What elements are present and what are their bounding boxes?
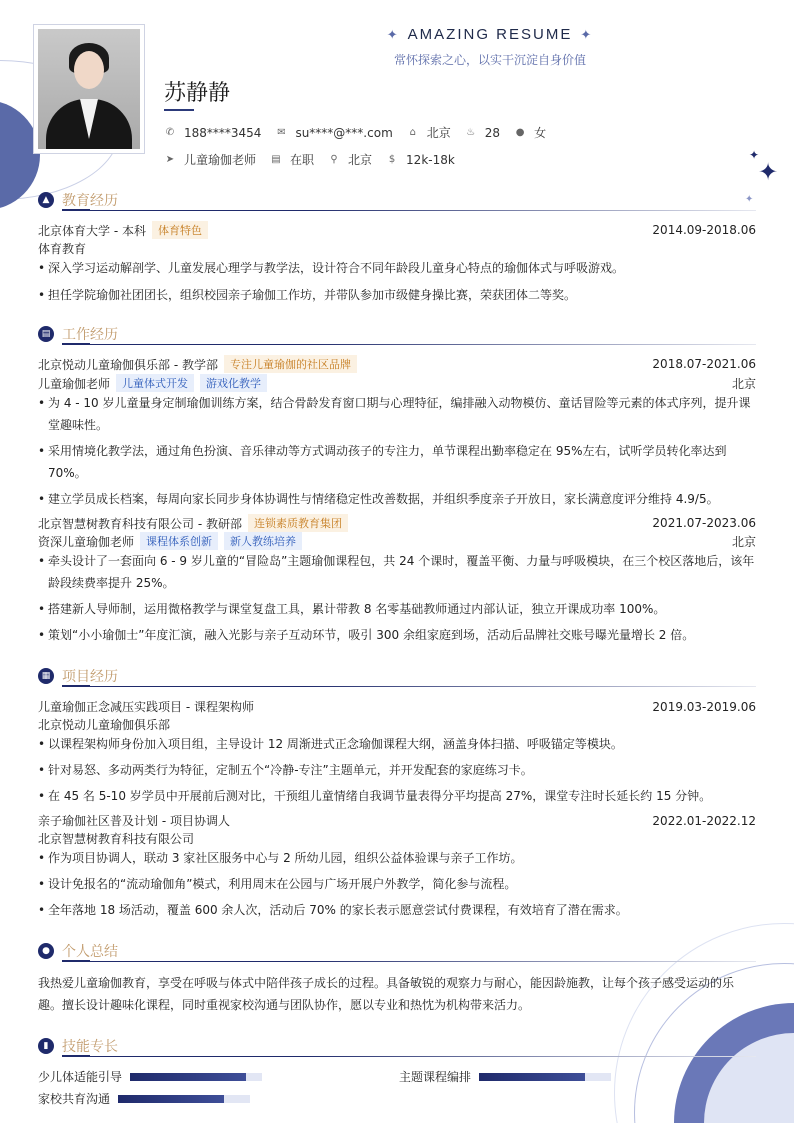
section-divider: [62, 1056, 756, 1057]
education-dates: 2014.09-2018.06: [652, 223, 756, 237]
project-org-text: 北京智慧树教育科技有限公司: [38, 832, 195, 846]
section-projects: [38, 666, 756, 686]
skill-bar-fill: [130, 1073, 246, 1081]
sparkle-icon: ✦: [749, 148, 760, 162]
role-tag: 儿童体式开发: [116, 374, 194, 392]
summary-line: 我热爱儿童瑜伽教育，享受在呼吸与体式中陪伴孩子成长的过程。具备敏锐的观察力与耐心，能因龄施教，让每个孩子感受运动的乐: [38, 976, 735, 990]
list-item: • 采用情境化教学法，通过角色扮演、音乐律动等方式调动孩子的专注力，单节课程出勤率稳定在 95%左右，试听学员转化率达到: [38, 438, 756, 464]
name-underline: [164, 109, 194, 111]
skill-item: [399, 1068, 611, 1085]
section-work: [38, 324, 756, 344]
section-divider: [62, 961, 756, 962]
education-header: [38, 221, 756, 239]
target-job-text: 儿童瑜伽老师: [184, 153, 257, 167]
role-tag: 游戏化教学: [200, 374, 267, 392]
project-dates: 2022.01-2022.12: [652, 813, 756, 828]
briefcase-icon: ▤: [271, 154, 281, 165]
brand-subtitle: 常怀探索之心，以实干沉淀自身价值: [393, 53, 586, 67]
avatar-photo: [38, 29, 140, 149]
age-text: 28: [484, 125, 501, 140]
list-item: • 针对易怒、多动两类行为特征，定制五个“冷静-专注”主题单元，并开发配套的家庭练习卡。: [38, 757, 756, 783]
work-org: 北京智慧树教育科技有限公司 - 教研部: [38, 516, 242, 531]
list-item: • 全年落地 18 场活动，覆盖 600 余人次，活动后 70% 的家长表示愿意尝试付费课程，有效培育了潜在需求。: [38, 897, 756, 923]
gender-icon: ●: [515, 127, 525, 138]
target-city-text: 北京: [348, 153, 373, 167]
skill-name: 家校共育沟通: [38, 1092, 111, 1106]
section-divider: [62, 210, 756, 211]
phone-text: 188****3454: [184, 125, 262, 140]
list-item: • 牵头设计了一套面向 6 - 9 岁儿童的“冒险岛”主题瑜伽课程包，共 24 个课时，覆盖平衡、力量与呼吸模块，在三个校区落地后，该年: [38, 548, 756, 574]
project-dates: 2019.03-2019.06: [652, 699, 756, 714]
cake-icon: ♨: [466, 127, 476, 138]
pin-icon: ⚲: [330, 154, 338, 165]
list-item: • 设计免报名的“流动瑜伽角”模式，利用周末在公园与广场开展户外教学，简化参与流程。: [38, 871, 756, 897]
work-header: [38, 514, 756, 532]
work-header: [38, 355, 756, 373]
sparkle-icon: ✦: [758, 158, 779, 186]
list-item-continued: 龄段续费率提升 25%。: [48, 576, 175, 590]
phone-icon: ✆: [165, 127, 175, 138]
sparkle-icon: ✦: [745, 194, 754, 205]
major-text: 体育教育: [38, 242, 87, 256]
candidate-name: 苏静静: [164, 81, 231, 106]
role-tag: 课程体系创新: [140, 532, 218, 550]
job-intent-row: [164, 151, 469, 168]
project-title: 儿童瑜伽正念减压实践项目 - 课程架构师: [38, 700, 254, 714]
list-item: • 深入学习运动解剖学、儿童发展心理学与教学法，设计符合不同年龄段儿童身心特点的瑜伽体式与呼吸游戏。: [38, 255, 756, 281]
school-tag: 体育特色: [152, 221, 208, 239]
work-location: 北京: [731, 534, 756, 549]
brand-header: [300, 26, 680, 68]
city-text: 北京: [426, 126, 451, 140]
coin-icon: $: [388, 154, 396, 165]
project-title: 亲子瑜伽社区普及计划 - 项目协调人: [38, 814, 230, 828]
list-item: • 策划“小小瑜伽士”年度汇演，融入光影与亲子互动环节，吸引 300 余组家庭到场，活动后品牌社交账号曝光量增长 2 倍。: [38, 622, 756, 648]
status-text: 在职: [290, 153, 315, 167]
role-text: 儿童瑜伽老师: [38, 376, 111, 391]
role-tag: 新人教练培养: [224, 532, 302, 550]
project-header: [38, 698, 756, 715]
briefcase-icon: ▤: [38, 326, 54, 342]
skill-name: 少儿体适能引导: [38, 1070, 123, 1084]
user-icon: ●: [38, 943, 54, 959]
skill-bar: [118, 1095, 250, 1103]
org-tag: 连锁素质教育集团: [248, 514, 348, 532]
section-title: 技能专长: [62, 1039, 118, 1055]
section-title: 项目经历: [62, 669, 118, 685]
list-item-continued: 70%。: [48, 466, 87, 480]
section-title: 个人总结: [62, 944, 118, 960]
list-item: • 建立学员成长档案，每周向家长同步身体协调性与情绪稳定性改善数据，并组织季度亲子开放日，家长满意度评分维持 4.9/5。: [38, 486, 756, 512]
section-education: [38, 190, 756, 210]
skill-bar: [479, 1073, 611, 1081]
org-tag: 专注儿童瑜伽的社区品牌: [224, 355, 357, 373]
sparkle-icon: ✦: [580, 27, 594, 42]
email-text: su****@***.com: [295, 125, 393, 140]
salary-text: 12k-18k: [406, 152, 455, 167]
list-item-continued: 堂趣味性。: [48, 418, 109, 432]
section-summary: [38, 941, 756, 961]
section-skills: [38, 1036, 756, 1056]
skill-bar-fill: [118, 1095, 224, 1103]
role-text: 资深儿童瑜伽老师: [38, 534, 135, 549]
section-divider: [62, 344, 756, 345]
gender-text: 女: [534, 126, 547, 140]
graduation-cap-icon: ▲: [38, 192, 54, 208]
work-location: 北京: [731, 376, 756, 391]
skill-name: 主题课程编排: [399, 1070, 472, 1084]
brand-title: AMAZING RESUME: [407, 26, 573, 43]
send-icon: ➤: [165, 154, 175, 165]
school-name: 北京体育大学 - 本科: [38, 223, 146, 238]
sparkle-icon: ✦: [386, 27, 400, 42]
list-item: • 以课程架构师身份加入项目组，主导设计 12 周渐进式正念瑜伽课程大纲，涵盖身体扫描、呼吸锚定等模块。: [38, 731, 756, 757]
list-item: • 担任学院瑜伽社团团长，组织校园亲子瑜伽工作坊，并带队参加市级健身操比赛，荣获团体二等奖。: [38, 282, 756, 308]
avatar: [33, 24, 145, 154]
home-icon: ⌂: [409, 127, 416, 138]
skill-item: [38, 1090, 250, 1107]
skill-bar-fill: [479, 1073, 585, 1081]
list-item: • 作为项目协调人，联动 3 家社区服务中心与 2 所幼儿园，组织公益体验课与亲子工作坊。: [38, 845, 756, 871]
list-item: • 搭建新人导师制，运用微格教学与课堂复盘工具，累计带教 8 名零基础教师通过内部认证，独立开课成功率 100%。: [38, 596, 756, 622]
grid-icon: ▦: [38, 668, 54, 684]
work-org: 北京悦动儿童瑜伽俱乐部 - 教学部: [38, 357, 218, 372]
summary-line: 趣。擅长设计趣味化课程，同时重视家校沟通与团队协作，愿以专业和热忱为机构带来活力。: [38, 998, 531, 1012]
section-title: 工作经历: [62, 327, 118, 343]
list-item: • 为 4 - 10 岁儿童量身定制瑜伽训练方案，结合骨龄发育窗口期与心理特征，编排融入动物模仿、童话冒险等元素的体式序列，提升课: [38, 390, 756, 416]
contact-row: [164, 124, 560, 141]
mail-icon: ✉: [277, 127, 286, 138]
section-divider: [62, 686, 756, 687]
project-org-text: 北京悦动儿童瑜伽俱乐部: [38, 718, 171, 732]
skill-bar: [130, 1073, 262, 1081]
work-dates: 2021.07-2023.06: [652, 516, 756, 530]
work-dates: 2018.07-2021.06: [652, 357, 756, 371]
bar-chart-icon: ▮: [38, 1038, 54, 1054]
list-item: • 在 45 名 5-10 岁学员中开展前后测对比，干预组儿童情绪自我调节量表得分平均提高 27%，课堂专注时长延长约 15 分钟。: [38, 783, 756, 809]
section-title: 教育经历: [62, 193, 118, 209]
project-header: [38, 812, 756, 829]
skill-item: [38, 1068, 262, 1085]
